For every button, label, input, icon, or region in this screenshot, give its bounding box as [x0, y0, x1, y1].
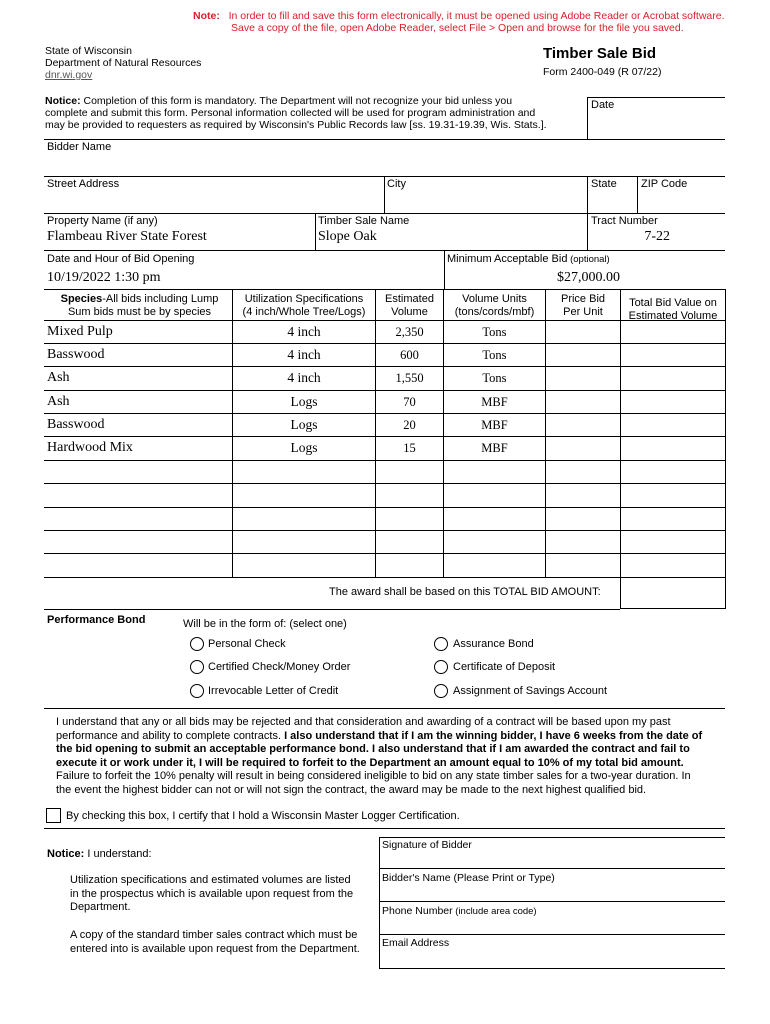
city-field[interactable]: [386, 191, 585, 211]
note-line-1: In order to fill and save this form electronically, it must be opened using Adobe Reader or Acrobat software.: [228, 10, 725, 22]
personal-check-radio[interactable]: [190, 637, 204, 651]
bidder-name-label: Bidder Name: [47, 141, 112, 153]
city-label: City: [387, 178, 406, 190]
date-field[interactable]: [590, 112, 722, 136]
units-cell[interactable]: MBF: [481, 395, 508, 409]
date-label: Date: [591, 99, 615, 111]
volume-cell[interactable]: 20: [403, 418, 416, 432]
personal-check-label: Personal Check: [208, 638, 286, 650]
volume-cell[interactable]: 70: [403, 395, 416, 409]
agency-block: [45, 45, 201, 81]
utilization-column-header: Utilization Specifications (4 inch/Whole Tree/Logs): [242, 293, 366, 318]
performance-bond-label: Performance Bond: [47, 614, 146, 626]
certificate-of-deposit-radio[interactable]: [434, 660, 448, 674]
units-cell[interactable]: Tons: [482, 348, 507, 362]
species-cell[interactable]: Basswood: [47, 347, 105, 362]
state-label: State: [591, 178, 617, 190]
units-cell[interactable]: MBF: [481, 441, 508, 455]
agency-state: State of Wisconsin: [45, 45, 132, 57]
savings-account-radio[interactable]: [434, 684, 448, 698]
utilization-notice: Utilization specifications and estimated volumes are listed in the prospectus which is available upon request from the Department.: [70, 874, 354, 913]
understand-notice: Notice: I understand:: [47, 848, 152, 860]
minimum-bid-label: Minimum Acceptable Bid (optional): [447, 253, 610, 265]
species-column-header: Species-All bids including Lump Sum bids must be by species: [60, 293, 219, 318]
units-column-header: Volume Units (tons/cords/mbf): [454, 293, 535, 318]
certificate-of-deposit-label: Certificate of Deposit: [453, 661, 556, 673]
volume-cell[interactable]: 2,350: [395, 325, 424, 339]
certified-check-radio[interactable]: [190, 660, 204, 674]
email-address-field[interactable]: [381, 950, 723, 967]
assurance-bond-radio[interactable]: [434, 637, 448, 651]
contract-notice: A copy of the standard timber sales contract which must be entered into is available upon request from the Department.: [70, 929, 360, 955]
savings-account-label: Assignment of Savings Account: [453, 685, 608, 697]
species-cell[interactable]: Ash: [47, 394, 70, 409]
notice-label: Notice:: [45, 95, 81, 107]
email-address-label: Email Address: [382, 937, 450, 949]
tract-number-label: Tract Number: [591, 215, 658, 227]
street-address-field[interactable]: [46, 191, 382, 211]
total-bid-amount-field[interactable]: [621, 579, 724, 607]
species-cell[interactable]: Mixed Pulp: [47, 324, 113, 339]
phone-number-label: Phone Number (include area code): [382, 905, 537, 917]
utilization-cell[interactable]: Logs: [290, 440, 318, 455]
units-cell[interactable]: Tons: [482, 371, 507, 385]
total-column-header: Total Bid Value on Estimated Volume: [628, 297, 718, 322]
species-cell[interactable]: Basswood: [47, 417, 105, 432]
species-cell[interactable]: Ash: [47, 370, 70, 385]
street-address-label: Street Address: [47, 178, 120, 190]
volume-cell[interactable]: 15: [403, 441, 416, 455]
agency-website-link[interactable]: dnr.wi.gov: [45, 69, 93, 81]
assurance-bond-label: Assurance Bond: [453, 638, 534, 650]
bidder-name-field[interactable]: [46, 154, 722, 174]
zip-code-field[interactable]: [639, 191, 723, 211]
letter-of-credit-label: Irrevocable Letter of Credit: [208, 685, 339, 697]
bid-statement: I understand that any or all bids may be rejected and that consideration and awarding of a contract will be based upon my past performance and ability to complete contracts. I also understand that if I am the winning bidder, I have 6 weeks from the date of the bid opening to submit an acceptable performance bond. I also understand that if I am awarded the contract and fail to execute it or work under it, I will be required to forfeit to the Department an amount equal to 10% of my total bid amount. Failure to forfeit the 10% penalty will result in being considered ineligible to bid on any state timber sales for a two-year duration. In the event the highest bidder can not or will not sign the contract, the award may be made to the next highest qualified bid.: [56, 716, 703, 796]
property-name-field[interactable]: Flambeau River State Forest: [47, 229, 207, 244]
note-line-2: Save a copy of the file, open Adobe Reader, select File > Open and browse for the file you saved.: [231, 22, 684, 34]
timber-sale-name-label: Timber Sale Name: [318, 215, 410, 227]
species-cell[interactable]: Hardwood Mix: [47, 440, 133, 455]
bidder-printed-name-label: Bidder's Name (Please Print or Type): [382, 872, 555, 884]
master-logger-checkbox[interactable]: [46, 808, 61, 823]
price-column-header: Price Bid Per Unit: [560, 293, 606, 318]
bidder-printed-name-field[interactable]: [381, 884, 723, 900]
timber-sale-name-field[interactable]: Slope Oak: [318, 229, 377, 244]
note-label: Note:: [193, 10, 220, 22]
agency-department: Department of Natural Resources: [45, 57, 202, 69]
state-field[interactable]: [589, 191, 635, 211]
volume-cell[interactable]: 1,550: [395, 371, 424, 385]
privacy-notice: Notice: Completion of this form is mandatory. The Department will not recognize your bid unless you complete and submit this form. Personal information collected will be used for program administration and may be provided to requesters as required by Wisconsin's Public Records law [ss. 19.31-19.39, Wis. Stats.].: [45, 95, 547, 131]
total-bid-amount-label: The award shall be based on this TOTAL BID AMOUNT:: [329, 586, 601, 598]
phone-number-field[interactable]: [381, 917, 723, 933]
utilization-cell[interactable]: 4 inch: [287, 324, 321, 339]
bid-opening-field[interactable]: 10/19/2022 1:30 pm: [47, 270, 161, 285]
signature-field[interactable]: [381, 851, 723, 867]
form-number: Form 2400-049 (R 07/22): [543, 66, 662, 78]
bond-prompt: Will be in the form of: (select one): [183, 618, 347, 630]
letter-of-credit-radio[interactable]: [190, 684, 204, 698]
utilization-cell[interactable]: Logs: [290, 394, 318, 409]
tract-number-field[interactable]: 7-22: [644, 229, 670, 244]
units-cell[interactable]: Tons: [482, 325, 507, 339]
minimum-bid-field[interactable]: $27,000.00: [557, 270, 620, 285]
utilization-cell[interactable]: 4 inch: [287, 347, 321, 362]
utilization-cell[interactable]: Logs: [290, 417, 318, 432]
signature-label: Signature of Bidder: [382, 839, 472, 851]
property-name-label: Property Name (if any): [47, 215, 158, 227]
certified-check-label: Certified Check/Money Order: [208, 661, 351, 673]
bid-opening-label: Date and Hour of Bid Opening: [47, 253, 195, 265]
form-title: Timber Sale Bid: [543, 45, 657, 62]
utilization-cell[interactable]: 4 inch: [287, 370, 321, 385]
volume-cell[interactable]: 600: [400, 348, 419, 362]
master-logger-label: By checking this box, I certify that I hold a Wisconsin Master Logger Certification.: [66, 810, 460, 822]
zip-code-label: ZIP Code: [641, 178, 688, 190]
units-cell[interactable]: MBF: [481, 418, 508, 432]
volume-column-header: Estimated Volume: [385, 293, 434, 318]
